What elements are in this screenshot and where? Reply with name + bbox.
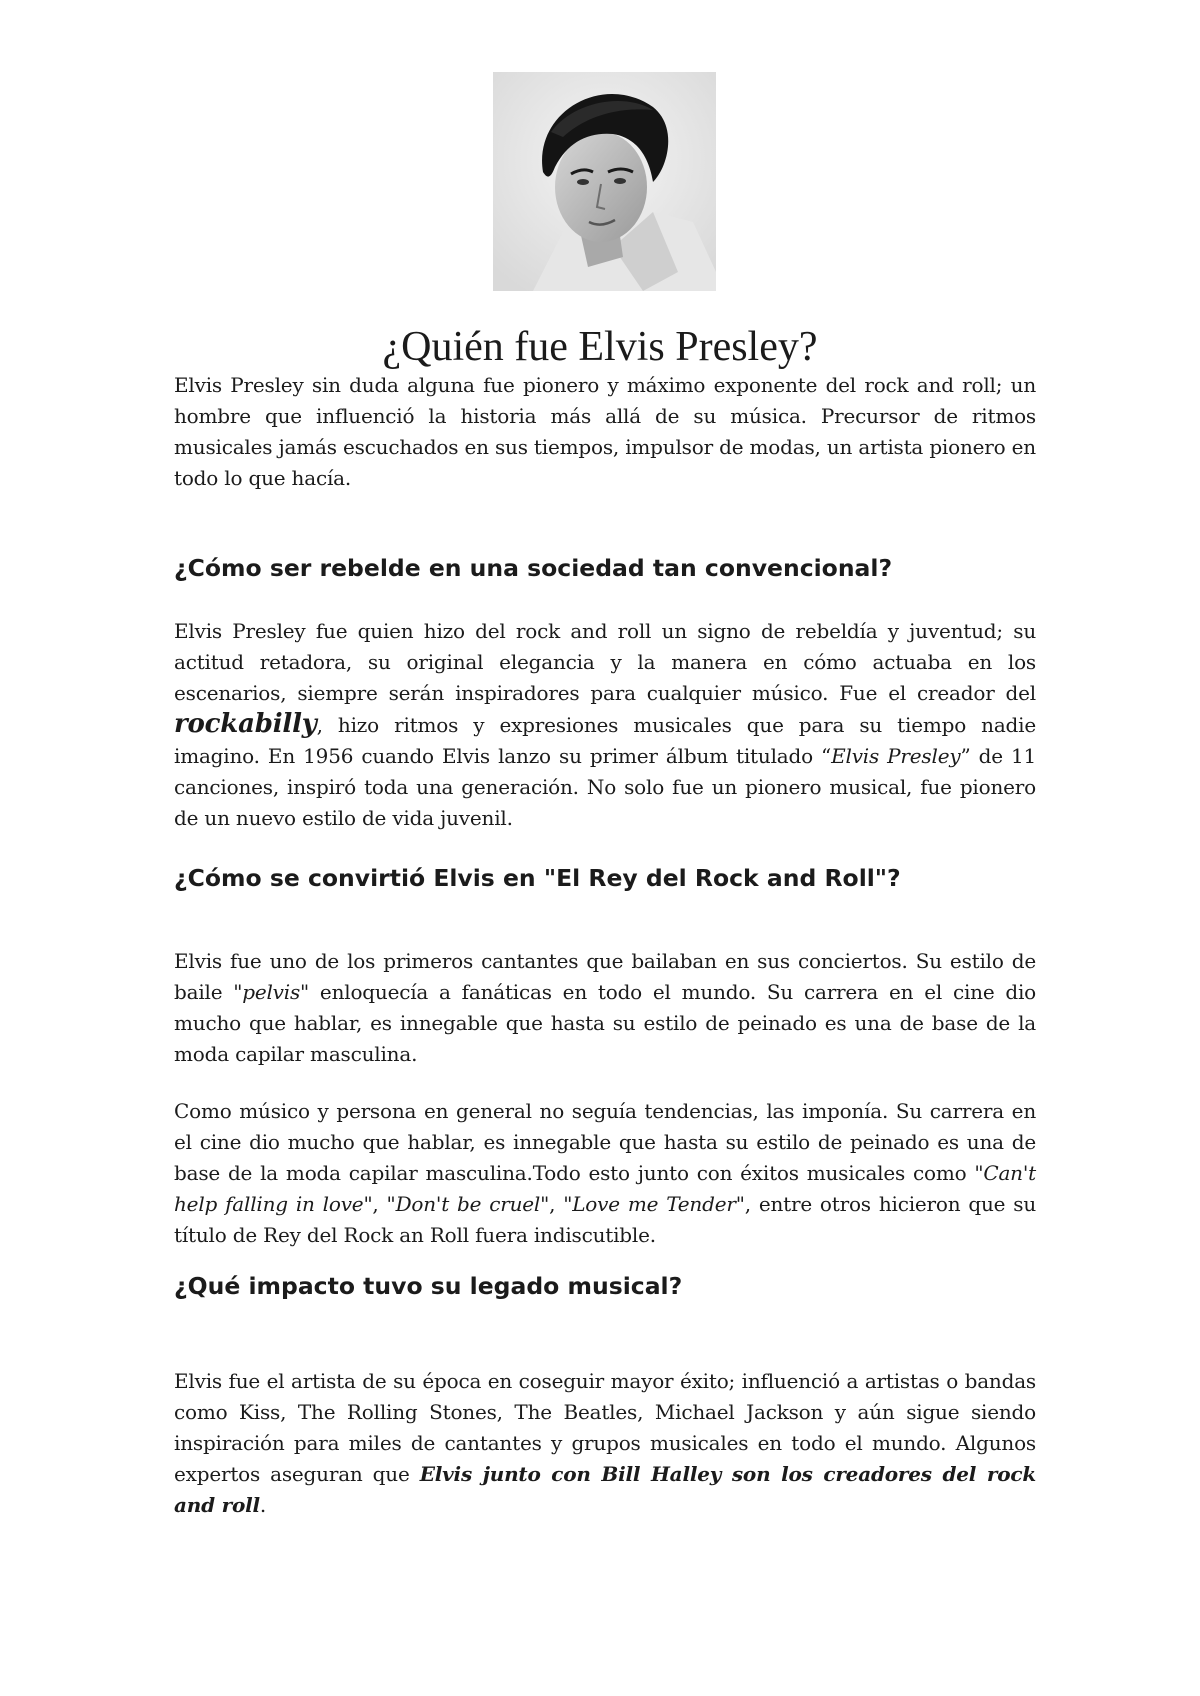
text-run: .: [259, 1493, 267, 1517]
text-run: ” de 11 canciones, inspiró toda una generación. No solo fue un pionero musical, fue pionero de un nuevo estilo de vida juvenil.: [174, 744, 1036, 830]
song-title: Can't help falling in love: [174, 1161, 1036, 1216]
text-run: ", entre otros hicieron que su título de Rey del Rock an Roll fuera indiscutible.: [174, 1192, 1036, 1247]
text-run: Elvis fue el artista de su época en coseguir mayor éxito; influenció a artistas o bandas como Kiss, The Rolling Stones, The Beatles, Michael Jackson y aún sigue siendo inspiración para miles de cantantes y grupos musicales en todo el mundo. Algunos expertos aseguran que: [174, 1369, 1036, 1486]
song-title: Love me Tender: [572, 1192, 736, 1216]
section-heading-legado: ¿Qué impacto tuvo su legado musical?: [174, 1272, 683, 1300]
section-paragraph-rebelde: [174, 616, 1036, 834]
text-run: Como músico y persona en general no seguía tendencias, las imponía. Su carrera en el cine dio mucho que hablar, es innegable que hasta su estilo de peinado es una de base de la moda capilar masculina.Todo esto junto con éxitos musicales como ": [174, 1099, 1036, 1185]
emphasis-claim: Elvis junto con Bill Halley son los creadores del rock and roll: [174, 1462, 1036, 1517]
text-run: ", ": [540, 1192, 573, 1216]
section-paragraph-rey-2: [174, 1096, 1036, 1251]
pelvis-term: pelvis: [242, 980, 301, 1004]
text-run: " enloquecía a fanáticas en todo el mundo. Su carrera en el cine dio mucho que hablar, es innegable que hasta su estilo de peinado es una de base de la moda capilar masculina.: [174, 980, 1036, 1066]
text-run: ", ": [363, 1192, 396, 1216]
section-paragraph-rey-1: [174, 946, 1036, 1070]
intro-paragraph: Elvis Presley sin duda alguna fue pionero y máximo exponente del rock and roll; un hombre que influenció la historia más allá de su música. Precursor de ritmos musicales jamás escuchados en sus tiempos, impulsor de modas, un artista pionero en todo lo que hacía.: [174, 373, 1036, 490]
section-heading-rey: ¿Cómo se convirtió Elvis en "El Rey del Rock and Roll"?: [174, 864, 901, 892]
album-title: Elvis Presley: [831, 744, 961, 768]
page-title: ¿Quién fue Elvis Presley?: [382, 324, 818, 370]
song-title: Don't be cruel: [395, 1192, 541, 1216]
section-heading-rebelde: ¿Cómo ser rebelde en una sociedad tan convencional?: [174, 554, 893, 582]
section-paragraph-legado: [174, 1366, 1036, 1521]
text-run: , hizo ritmos y expresiones musicales que para su tiempo nadie imagino. En 1956 cuando Elvis lanzo su primer álbum titulado “: [174, 713, 1036, 768]
rockabilly-term: rockabilly: [174, 709, 317, 739]
text-run: Elvis fue uno de los primeros cantantes que bailaban en sus conciertos. Su estilo de baile ": [174, 949, 1036, 1004]
text-run: Elvis Presley fue quien hizo del rock and roll un signo de rebeldía y juventud; su actitud retadora, su original elegancia y la manera en cómo actuaba en los escenarios, siempre serán inspiradores para cualquier músico. Fue el creador del: [174, 619, 1036, 705]
elvis-portrait-image: [493, 72, 716, 291]
